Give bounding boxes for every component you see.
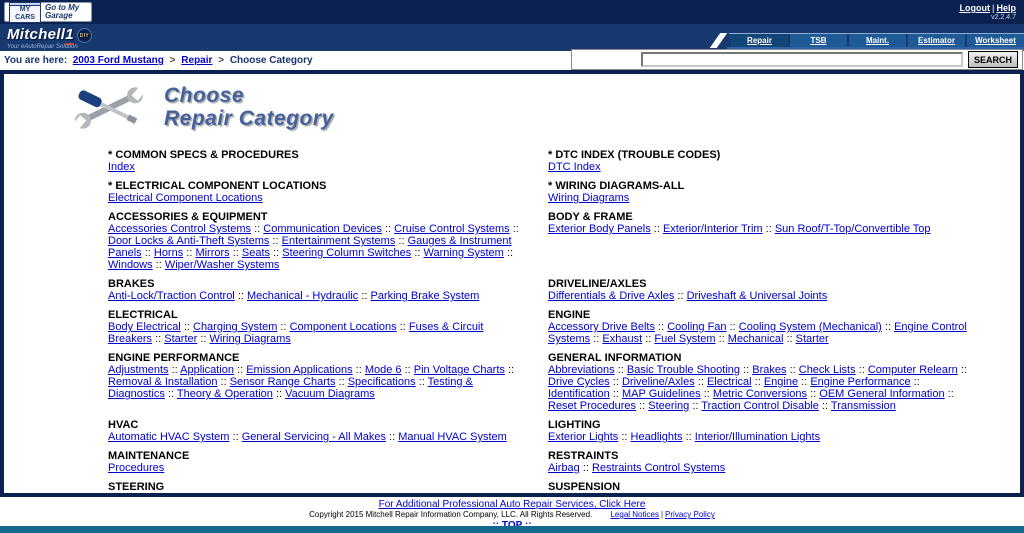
category-link[interactable]: Anti-Lock/Traction Control [108, 290, 235, 302]
category-link[interactable]: Drive Cycles [548, 376, 610, 388]
category-link[interactable]: Headlights [630, 431, 683, 443]
category-links [548, 192, 968, 204]
category-link[interactable]: Gauges & Instrument Panels [108, 235, 512, 259]
link-separator: :: [700, 388, 713, 400]
link-separator: :: [233, 364, 247, 376]
link-separator: :: [411, 247, 424, 259]
category-link[interactable]: Differentials & Drive Axles [548, 290, 675, 302]
category-section [108, 309, 548, 345]
logout-link[interactable]: Logout [959, 3, 990, 13]
nav-tabs [729, 33, 1024, 47]
category-title: HVAC [108, 419, 139, 431]
category-title: * ELECTRICAL COMPONENT LOCATIONS [108, 180, 327, 192]
category-section [548, 481, 988, 497]
category-link[interactable]: Theory & Operation [176, 388, 273, 400]
breadcrumb-repair-link[interactable]: Repair [181, 55, 213, 66]
category-link[interactable]: Mode 6 [364, 364, 402, 376]
link-separator: :: [798, 376, 811, 388]
mitchell1-logo [7, 26, 92, 50]
link-separator: :: [689, 400, 702, 412]
category-link[interactable]: Electrical Component Locations [108, 192, 263, 204]
link-separator: :: [618, 431, 631, 443]
search-container [571, 49, 1023, 70]
category-title: ELECTRICAL [108, 309, 178, 321]
legal-notices-link[interactable]: Legal Notices [610, 510, 659, 519]
category-link[interactable]: Sensor Range Charts [229, 376, 336, 388]
category-links [108, 223, 528, 271]
category-section [548, 419, 988, 443]
link-separator: :: [504, 364, 515, 376]
link-separator: :: [957, 364, 967, 376]
category-link[interactable]: Horns [153, 247, 184, 259]
top-bar [0, 0, 1024, 24]
category-section [548, 211, 988, 271]
category-section [108, 419, 548, 443]
category-link[interactable]: Exhaust [602, 333, 643, 345]
category-title: * DTC INDEX (TROUBLE CODES) [548, 149, 721, 161]
breadcrumb [4, 55, 313, 66]
garage-button-label: Go to My Garage [45, 3, 80, 20]
category-link[interactable]: Windows [108, 259, 153, 271]
category-link[interactable]: Fuel System [654, 333, 716, 345]
tab-maint[interactable]: Maint. [849, 34, 906, 47]
diy-badge-icon: DIY [77, 28, 92, 43]
tab-repair[interactable]: Repair [731, 34, 788, 47]
category-link[interactable]: Traction Control Disable [701, 400, 819, 412]
category-section [548, 450, 988, 474]
link-separator: :: [381, 223, 395, 235]
category-links [108, 462, 528, 474]
category-link[interactable]: Steering [648, 400, 690, 412]
category-link[interactable]: Metric Conversions [712, 388, 808, 400]
category-title: MAINTENANCE [108, 450, 190, 462]
link-separator: :: [269, 235, 282, 247]
category-link[interactable]: Airbag [548, 462, 580, 474]
category-link[interactable]: Engine [763, 376, 799, 388]
category-section [108, 278, 548, 302]
category-link[interactable]: Transmission [830, 400, 896, 412]
link-separator: :: [503, 247, 513, 259]
category-link[interactable]: Computer Relearn [867, 364, 958, 376]
breadcrumb-separator: > [218, 55, 225, 66]
session-links [959, 3, 1016, 21]
category-links [548, 321, 968, 345]
link-separator: :: [352, 364, 365, 376]
category-title: LIGHTING [548, 419, 601, 431]
link-separator: :: [401, 364, 414, 376]
category-link[interactable]: Fuses & Circuit Breakers [108, 321, 484, 345]
category-title: * WIRING DIAGRAMS-ALL [548, 180, 685, 192]
link-separator: :: [270, 247, 283, 259]
logo-bar [0, 24, 1024, 51]
category-section [108, 180, 548, 204]
link-separator: :: [234, 290, 247, 302]
category-link[interactable]: Starter [164, 333, 198, 345]
category-link[interactable]: Specifications [347, 376, 416, 388]
link-separator: :: [614, 364, 627, 376]
breadcrumb-vehicle-link[interactable]: 2003 Ford Mustang [72, 55, 164, 66]
link-separator: :: [636, 400, 649, 412]
category-link[interactable]: Electrical [706, 376, 752, 388]
category-link[interactable]: Parking Brake System [370, 290, 480, 302]
category-section [548, 309, 988, 345]
link-separator: :: [818, 400, 831, 412]
link-separator: :: [674, 290, 687, 302]
copyright-text: Copyright 2015 Mitchell Repair Information Company, LLC. All Rights Reserved. [309, 510, 593, 519]
link-separator: :: [183, 247, 196, 259]
category-links [108, 161, 528, 173]
link-separator: :: [152, 333, 165, 345]
categories-grid [108, 149, 1020, 497]
category-link[interactable]: Exterior Lights [548, 431, 619, 443]
category-link[interactable]: Pin Voltage Charts [413, 364, 505, 376]
link-separator: :: [881, 321, 895, 333]
link-separator: :: [217, 376, 230, 388]
category-link[interactable]: Accessory Drive Belts [548, 321, 655, 333]
category-links [548, 364, 968, 412]
privacy-policy-link[interactable]: Privacy Policy [665, 510, 715, 519]
category-link[interactable]: Exterior Body Panels [548, 223, 651, 235]
category-link[interactable]: Adjustments [108, 364, 169, 376]
breadcrumb-prefix: You are here: [4, 55, 68, 66]
category-link[interactable]: Warning System [423, 247, 504, 259]
category-link[interactable]: Sun Roof/T-Top/Convertible Top [774, 223, 931, 235]
breadcrumb-row [0, 51, 1024, 70]
category-link[interactable]: Entertainment Systems [281, 235, 396, 247]
category-links [548, 431, 968, 443]
link-separator: :: [682, 431, 695, 443]
link-separator: :: [251, 223, 264, 235]
link-separator: :: [277, 321, 290, 333]
link-separator: :: [715, 333, 728, 345]
category-link[interactable]: Identification [548, 388, 610, 400]
category-link[interactable]: Door Locks & Anti-Theft Systems [108, 235, 270, 247]
category-link[interactable]: Restraints Control Systems [592, 462, 726, 474]
link-separator: :: [358, 290, 371, 302]
category-section [548, 278, 988, 302]
category-title: * COMMON SPECS & PROCEDURES [108, 149, 299, 161]
category-link[interactable]: Abbreviations [548, 364, 615, 376]
link-separator: :: [910, 376, 920, 388]
link-separator: :: [726, 321, 739, 333]
category-link[interactable]: Wiper/Washer Systems [164, 259, 280, 271]
link-separator: :: [229, 431, 242, 443]
category-links [108, 364, 528, 400]
category-links [108, 290, 528, 302]
category-link[interactable]: General Servicing - All Makes [241, 431, 386, 443]
link-separator: :: [654, 321, 668, 333]
category-link[interactable]: Engine Performance [810, 376, 911, 388]
category-title: RESTRAINTS [548, 450, 619, 462]
link-separator: :: [944, 388, 954, 400]
session-separator: | [991, 3, 995, 13]
link-separator: :: [740, 364, 753, 376]
tab-worksheet[interactable]: Worksheet [967, 34, 1024, 47]
link-separator: :: [590, 333, 603, 345]
category-link[interactable]: Cooling Fan [667, 321, 727, 333]
category-title: DRIVELINE/AXLES [548, 278, 647, 290]
category-links [548, 223, 968, 235]
go-to-my-garage-button[interactable] [4, 2, 92, 22]
category-link[interactable]: Cruise Control Systems [394, 223, 510, 235]
category-section [548, 180, 988, 204]
category-link[interactable]: Brakes [752, 364, 787, 376]
tab-estimator[interactable]: Estimator [908, 34, 965, 47]
link-separator: :: [168, 364, 181, 376]
search-button[interactable]: SEARCH [968, 51, 1018, 68]
category-link[interactable]: Index [108, 161, 135, 173]
category-link[interactable]: Procedures [108, 462, 165, 474]
page-title: Choose Repair Category [164, 84, 334, 130]
category-section [108, 450, 548, 474]
category-link[interactable]: Mechanical [727, 333, 784, 345]
logo-tagline: Your eAutoRepair Solution [7, 44, 78, 50]
category-link[interactable]: MAP Guidelines [622, 388, 701, 400]
link-separator: :: [783, 333, 796, 345]
version-label: v2.2.4.7 [991, 14, 1016, 21]
link-separator: :: [197, 333, 210, 345]
link-separator: :: [786, 364, 799, 376]
link-separator: :: [385, 431, 399, 443]
category-link[interactable]: Communication Devices [263, 223, 382, 235]
category-link[interactable]: Check Lists [798, 364, 856, 376]
footer [0, 497, 1024, 526]
link-separator: :: [751, 376, 764, 388]
additional-services-link[interactable]: For Additional Professional Auto Repair Services, Click Here [378, 499, 646, 510]
category-link[interactable]: Interior/Illumination Lights [694, 431, 821, 443]
mitchell1-logo-text: Mitchell1 DIY [7, 26, 92, 43]
link-separator: :: [694, 376, 707, 388]
crossed-tools-icon [68, 84, 150, 137]
category-title: ACCESSORIES & EQUIPMENT [108, 211, 268, 223]
category-link[interactable]: Driveshaft & Universal Joints [686, 290, 828, 302]
category-link[interactable]: Charging System [193, 321, 278, 333]
category-link[interactable]: Mirrors [195, 247, 230, 259]
category-title: BRAKES [108, 278, 155, 290]
link-separator: :: [396, 321, 409, 333]
category-title: ENGINE [548, 309, 591, 321]
link-separator: :: [229, 247, 242, 259]
category-link[interactable]: OEM General Information [819, 388, 945, 400]
category-title: ENGINE PERFORMANCE [108, 352, 240, 364]
link-separator: :: [609, 376, 622, 388]
category-link[interactable]: Wiring Diagrams [209, 333, 291, 345]
help-link[interactable]: Help [996, 3, 1016, 13]
search-input[interactable] [641, 52, 963, 67]
category-links [548, 161, 968, 173]
category-link[interactable]: Manual HVAC System [398, 431, 507, 443]
my-cars-label: MY CARS [15, 5, 35, 21]
main-panel [0, 70, 1024, 497]
diagonal-divider [710, 33, 728, 48]
category-link[interactable]: Automatic HVAC System [108, 431, 230, 443]
link-separator: :: [164, 388, 177, 400]
my-cars-plate-icon [9, 2, 41, 23]
link-separator: :: [335, 376, 348, 388]
category-link[interactable]: DTC Index [548, 161, 601, 173]
category-link[interactable]: Seats [241, 247, 271, 259]
link-separator: :: [272, 388, 286, 400]
link-separator: :: [141, 247, 154, 259]
category-section [548, 352, 988, 412]
category-section [108, 211, 548, 271]
category-link[interactable]: Cooling System (Mechanical) [738, 321, 882, 333]
link-separator: :: [650, 223, 663, 235]
link-separator: :: [807, 388, 820, 400]
category-title: SUSPENSION [548, 481, 621, 493]
category-link[interactable]: Component Locations [289, 321, 397, 333]
link-separator: :: [642, 333, 655, 345]
category-link[interactable]: Removal & Installation [108, 376, 218, 388]
category-links [108, 192, 528, 204]
category-section [108, 352, 548, 412]
category-links [108, 321, 528, 345]
category-link[interactable]: Engine Control Systems [548, 321, 967, 345]
link-separator: :: [855, 364, 868, 376]
category-links [548, 290, 968, 302]
breadcrumb-separator: > [169, 55, 176, 66]
category-link[interactable]: Application [180, 364, 234, 376]
link-separator: :: [509, 223, 519, 235]
link-separator: :: [152, 259, 165, 271]
category-link[interactable]: Accessories Control Systems [108, 223, 252, 235]
category-link[interactable]: Wiring Diagrams [548, 192, 630, 204]
category-link[interactable]: Basic Trouble Shooting [626, 364, 741, 376]
bottom-teal-bar [0, 526, 1024, 533]
footer-separator: | [660, 510, 664, 519]
tab-tsb[interactable]: TSB [790, 34, 847, 47]
category-link[interactable]: Reset Procedures [548, 400, 637, 412]
link-separator: :: [762, 223, 775, 235]
category-title: BODY & FRAME [548, 211, 633, 223]
category-link[interactable]: Vacuum Diagrams [285, 388, 375, 400]
page-title-block [68, 84, 1020, 137]
category-section [108, 149, 548, 173]
category-link[interactable]: Body Electrical [108, 321, 181, 333]
category-link[interactable]: Exterior/Interior Trim [662, 223, 763, 235]
category-title: STEERING [108, 481, 165, 493]
category-title: GENERAL INFORMATION [548, 352, 682, 364]
category-section [108, 481, 548, 497]
link-separator: :: [579, 462, 593, 474]
link-separator: :: [415, 376, 428, 388]
link-separator: :: [609, 388, 622, 400]
category-section [548, 149, 988, 173]
category-link[interactable]: Testing & Diagnostics [108, 376, 473, 400]
category-link[interactable]: Starter [795, 333, 829, 345]
breadcrumb-current: Choose Category [229, 55, 313, 66]
link-separator: :: [395, 235, 408, 247]
category-link[interactable]: Driveline/Axles [621, 376, 695, 388]
category-links [548, 462, 968, 474]
category-link[interactable]: Emission Applications [246, 364, 353, 376]
link-separator: :: [180, 321, 193, 333]
category-links [108, 431, 528, 443]
category-link[interactable]: Steering Column Switches [282, 247, 412, 259]
category-link[interactable]: Mechanical - Hydraulic [247, 290, 359, 302]
